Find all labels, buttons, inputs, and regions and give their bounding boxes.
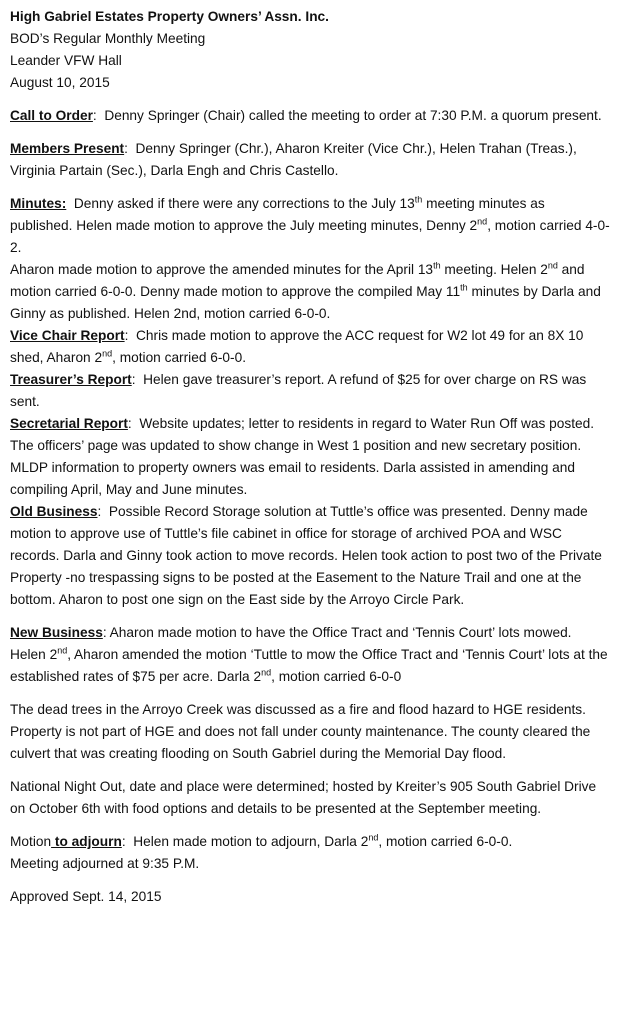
adjourn-prefix: Motion [10, 834, 52, 849]
vice-chair-text-1: Chris made motion to approve the ACC request for W2 lot 49 for an 8X 10 shed, Aharon 2 [10, 328, 584, 365]
call-to-order-section: Call to Order: Denny Springer (Chair) called the meeting to order at 7:30 P.M. a quorum present. [10, 108, 602, 123]
secretarial-report-text: Website updates; letter to residents in regard to Water Run Off was posted. The officers’ page was updated to show change in West 1 position and new secretary position. MLDP information to property owners was email to residents. Darla assisted in amending and compiling April, May and June minutes. [10, 416, 595, 497]
organization-name: High Gabriel Estates Property Owners’ Assn. Inc. [10, 9, 329, 24]
minutes-text-2: meeting minutes as published. Helen made motion to approve the July meeting minutes, Denny 2 [10, 196, 545, 233]
minutes-text-3: , motion carried 4-0-2. [10, 218, 610, 255]
treasurers-report-section: Treasurer’s Report: Helen gave treasurer’s report. A refund of $25 for over charge on RS was sent. [10, 372, 587, 409]
new-business-text-3: , motion carried 6-0-0 [271, 669, 402, 684]
amended-text-3: and motion carried 6-0-0. Denny made motion to approve the compiled May 11 [10, 262, 585, 299]
adjourn-text-2: , motion carried 6-0-0. [378, 834, 513, 849]
secretarial-report-heading: Secretarial Report [10, 416, 128, 431]
meeting-adjourned-line: Meeting adjourned at 9:35 P.M. [10, 856, 200, 871]
meeting-location: Leander VFW Hall [10, 53, 122, 68]
vice-chair-report-heading: Vice Chair Report [10, 328, 125, 343]
members-present-heading: Members Present [10, 141, 125, 156]
meeting-name: BOD’s Regular Monthly Meeting [10, 31, 206, 46]
secretarial-report-section: Secretarial Report: Website updates; letter to residents in regard to Water Run Off was posted. The officers’ page was updated to show change in West 1 position and new secretary position. MLDP information to property owners was email to residents. Darla assisted in amending and compiling April, May and June minutes. [10, 416, 595, 497]
dead-trees-paragraph: The dead trees in the Arroyo Creek was discussed as a fire and flood hazard to HGE residents. Property is not part of HGE and does not fall under county maintenance. The county cleared the culvert that was creating flooding on South Gabriel during the Memorial Day flood. [10, 702, 591, 761]
new-business-sup-1: nd [57, 645, 68, 656]
adjourn-text-1: Helen made motion to adjourn, Darla 2 [133, 834, 369, 849]
minutes-text-1: Denny asked if there were any corrections to the July 13 [73, 196, 415, 211]
new-business-heading: New Business [10, 625, 103, 640]
new-business-text-1: Aharon made motion to have the Office Tract and ‘Tennis Court’ lots mowed. Helen 2 [10, 625, 572, 662]
amended-text-2: meeting. Helen 2 [440, 262, 548, 277]
minutes-section [10, 193, 610, 259]
new-business-text-2: , Aharon amended the motion ‘Tuttle to mow the Office Tract and ‘Tennis Court’ lots at the established rates of $75 per acre. Darla 2 [10, 647, 608, 684]
adjourn-heading: to adjourn [51, 834, 122, 849]
adjourn-sup-1: nd [368, 832, 379, 843]
call-to-order-heading: Call to Order [10, 108, 93, 123]
members-present-section: Members Present: Denny Springer (Chr.), Aharon Kreiter (Vice Chr.), Helen Trahan (Treas.), Virginia Partain (Sec.), Darla Engh and Chris Castello. [10, 141, 577, 178]
amended-sup-2: nd [547, 260, 558, 271]
vice-chair-sup-1: nd [102, 348, 113, 359]
treasurers-report-text: Helen gave treasurer’s report. A refund of $25 for over charge on RS was sent. [10, 372, 587, 409]
meeting-minutes-document [10, 6, 610, 908]
call-to-order-text: Denny Springer (Chair) called the meeting to order at 7:30 P.M. a quorum present. [104, 108, 602, 123]
amended-sup-3: th [460, 282, 468, 293]
old-business-text: Possible Record Storage solution at Tuttle’s office was presented. Denny made motion to approve use of Tuttle’s file cabinet in office for storage of archived POA and WSC records. Darla and Ginny took action to move records. Helen took action to post two of the Private Property -no trespassing signs to be posted at the Easement to the Nature Trail and one at the bottom. Aharon to post one sign on the East side by the Arroyo Circle Park. [10, 504, 602, 607]
document-header [10, 6, 610, 94]
national-night-out-paragraph: National Night Out, date and place were determined; hosted by Kreiter’s 905 South Gabriel Drive on October 6th with food options and details to be presented at the September meeting. [10, 779, 597, 816]
amended-text-4: minutes by Darla and Ginny as published. Helen 2nd, motion carried 6-0-0. [10, 284, 601, 321]
minutes-amended-paragraph [10, 259, 610, 325]
new-business-section: New Business: Aharon made motion to have the Office Tract and ‘Tennis Court’ lots mowed. Helen 2nd, Aharon amended the motion ‘Tuttle to mow the Office Tract and ‘Tennis Court’ lots at the established rates of $75 per acre. Darla 2nd, motion carried 6-0-0 [10, 625, 608, 684]
treasurers-report-heading: Treasurer’s Report [10, 372, 132, 387]
vice-chair-text-2: , motion carried 6-0-0. [112, 350, 246, 365]
members-present-text: Denny Springer (Chr.), Aharon Kreiter (Vice Chr.), Helen Trahan (Treas.), Virginia Partain (Sec.), Darla Engh and Chris Castello. [10, 141, 577, 178]
minutes-heading: Minutes: [10, 196, 67, 211]
adjourn-section: Motion to adjourn: Helen made motion to adjourn, Darla 2nd, motion carried 6-0-0. [10, 832, 513, 849]
old-business-heading: Old Business [10, 504, 98, 519]
amended-sup-1: th [433, 260, 441, 271]
old-business-section: Old Business: Possible Record Storage solution at Tuttle’s office was presented. Denny made motion to approve use of Tuttle’s file cabinet in office for storage of archived POA and WSC records. Darla and Ginny took action to move records. Helen took action to post two of the Private Property -no trespassing signs to be posted at the Easement to the Nature Trail and one at the bottom. Aharon to post one sign on the East side by the Arroyo Circle Park. [10, 504, 602, 607]
vice-chair-report-section: Vice Chair Report: Chris made motion to approve the ACC request for W2 lot 49 for an 8X 10 shed, Aharon 2nd, motion carried 6-0-0. [10, 328, 584, 365]
new-business-sup-2: nd [261, 667, 272, 678]
meeting-date: August 10, 2015 [10, 75, 110, 90]
approved-line: Approved Sept. 14, 2015 [10, 889, 162, 904]
minutes-sup-1: th [414, 194, 423, 205]
amended-text-1: Aharon made motion to approve the amended minutes for the April 13 [10, 262, 434, 277]
minutes-sup-2: nd [477, 216, 488, 227]
